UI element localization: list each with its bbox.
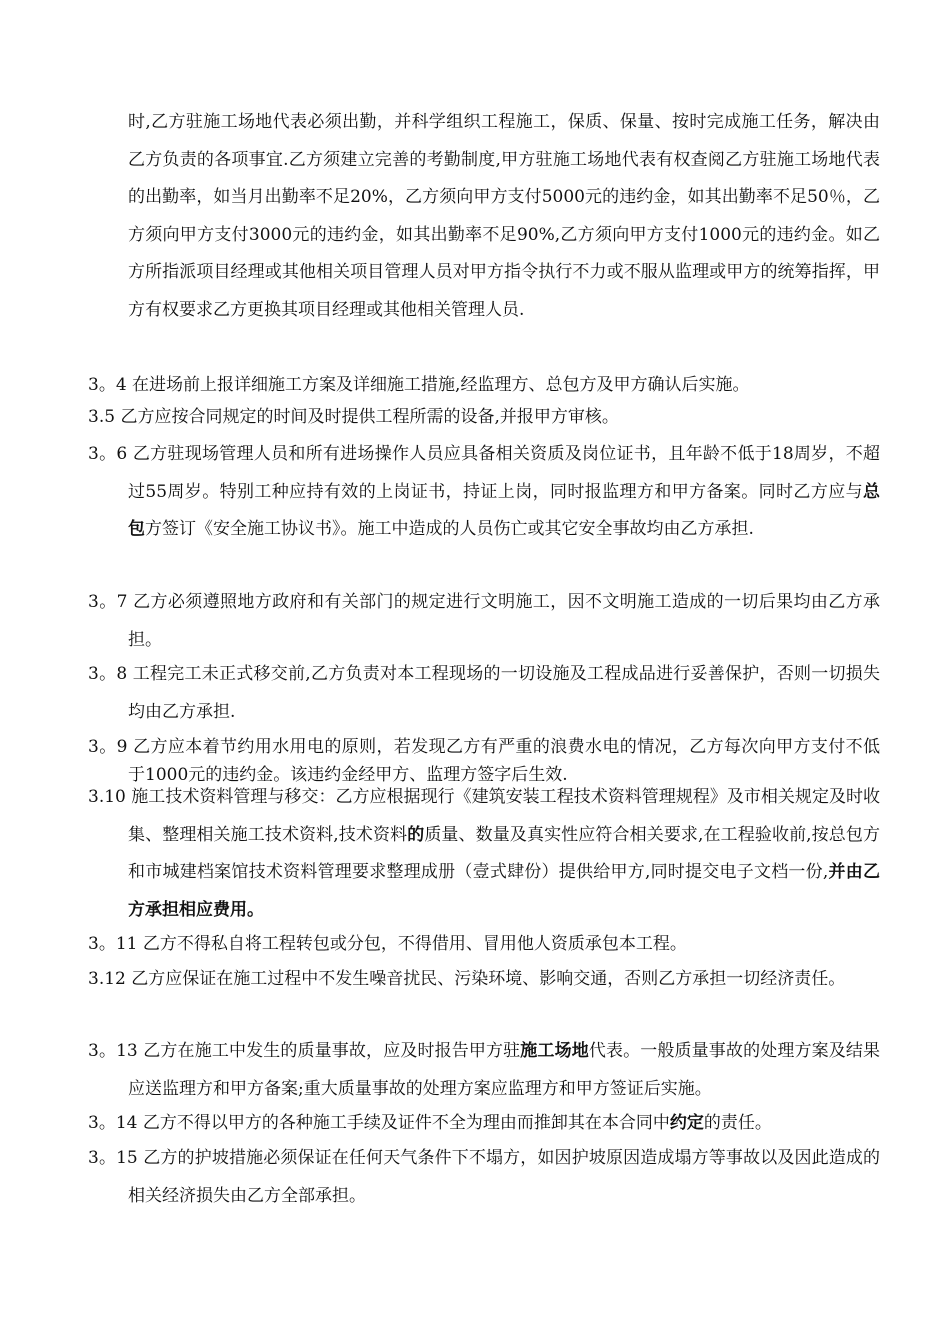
clause-3-10 — [88, 779, 880, 929]
clause-bold-text: 并由乙方承担相应费用。 — [128, 862, 881, 920]
clause-3-7 — [88, 584, 880, 659]
clause-text: 的责任。 — [703, 1113, 772, 1133]
clause-text: 乙方必须遵照地方政府和有关部门的规定进行文明施工，因不文明施工造成的一切后果均由乙方承担。 — [128, 592, 880, 650]
clause-number: 3。6 — [88, 444, 128, 464]
clause-3-13 — [88, 1033, 880, 1108]
clause-3-12 — [88, 961, 880, 999]
clause-number: 3。11 — [88, 934, 138, 954]
clause-text: 乙方在施工中发生的质量事故，应及时报告甲方驻 — [143, 1041, 521, 1061]
clause-number: 3.5 — [88, 407, 116, 427]
clause-text: 乙方不得私自将工程转包或分包，不得借用、冒用他人资质承包本工程。 — [142, 934, 687, 954]
clause-bold-text: 约定 — [669, 1113, 704, 1133]
clause-text: 乙方的护坡措施必须保证在任何天气条件下不塌方，如因护坡原因造成塌方等事故以及因此造成的相关经济损失由乙方全部承担。 — [128, 1148, 881, 1206]
continuation-paragraph: 时,乙方驻施工场地代表必须出勤，并科学组织工程施工，保质、保量、按时完成施工任务，解决由乙方负责的各项事宜.乙方须建立完善的考勤制度,甲方驻施工场地代表有权查阅乙方驻施工场地代表的出勤率，如当月出勤率不足20%，乙方须向甲方支付5000元的违约金，如其出勤率不足50％，乙方须向甲方支付3000元的违约金，如其出勤率不足90%,乙方须向甲方支付1000元的违约金。如乙方所指派项目经理或其他相关项目管理人员对甲方指令执行不力或不服从监理或甲方的统筹指挥，甲方有权要求乙方更换其项目经理或其他相关管理人员. — [128, 112, 880, 320]
clause-number: 3。13 — [88, 1041, 138, 1061]
clause-3-5 — [88, 399, 880, 437]
clause-3-15 — [88, 1140, 880, 1215]
clause-bold-text: 总包 — [128, 481, 880, 539]
clause-bold-text: 施工场地 — [520, 1041, 589, 1061]
clause-text: 乙方应保证在施工过程中不发生噪音扰民、污染环境、影响交通，否则乙方承担一切经济责任。 — [131, 969, 846, 989]
clause-3-6 — [88, 436, 880, 549]
clause-text: 施工技术资料管理与移交：乙方应根据现行《建筑安装工程技术资料管理规程》及市相关规定及时收集、整理相关施工技术资料,技术资料 — [128, 787, 880, 845]
clause-number: 3。8 — [88, 664, 128, 684]
clause-text: 乙方应本着节约用水用电的原则，若发现乙方有严重的浪费水电的情况，乙方每次向甲方支付不低于1000元的违约金。该违约金经甲方、监理方签字后生效. — [128, 737, 880, 785]
clause-number: 3.12 — [88, 969, 126, 989]
clause-3-11 — [88, 926, 880, 964]
clause-number: 3。7 — [88, 592, 128, 612]
clause-text: 乙方应按合同规定的时间及时提供工程所需的设备,并报甲方审核。 — [120, 407, 619, 427]
clause-3-14 — [88, 1105, 880, 1143]
clause-text: 质量、数量及真实性应符合相关要求,在工程验收前,按总包方和市城建档案馆技术资料管理要求整理成册（壹式肆份）提供给甲方,同时提交电子文档一份, — [128, 824, 881, 882]
clause-3-8 — [88, 656, 880, 731]
clause-number: 3。4 — [88, 375, 127, 395]
clause-number: 3。9 — [88, 737, 128, 757]
clause-text: 工程完工未正式移交前,乙方负责对本工程现场的一切设施及工程成品进行妥善保护，否则一切损失均由乙方承担. — [128, 664, 880, 722]
clause-bold-text: 的 — [407, 824, 425, 845]
clause-text: 在进场前上报详细施工方案及详细施工措施,经监理方、总包方及甲方确认后实施。 — [132, 375, 750, 395]
clause-text: 方签订《安全施工协议书》。施工中造成的人员伤亡或其它安全事故均由乙方承担. — [145, 519, 754, 539]
clause-text: 乙方不得以甲方的各种施工手续及证件不全为理由而推卸其在本合同中 — [142, 1113, 670, 1133]
clause-text: 代表。一般质量事故的处理方案及结果应送监理方和甲方备案;重大质量事故的处理方案应监理方和甲方签证后实施。 — [128, 1041, 881, 1099]
clause-number: 3。15 — [88, 1148, 138, 1168]
clause-number: 3。14 — [88, 1113, 138, 1133]
clause-number: 3.10 — [88, 787, 126, 807]
clause-text: 乙方驻现场管理人员和所有进场操作人员应具备相关资质及岗位证书，且年龄不低于18周岁，不超过55周岁。特别工种应持有效的上岗证书，持证上岗，同时报监理方和甲方备案。同时乙方应与 — [128, 444, 880, 502]
